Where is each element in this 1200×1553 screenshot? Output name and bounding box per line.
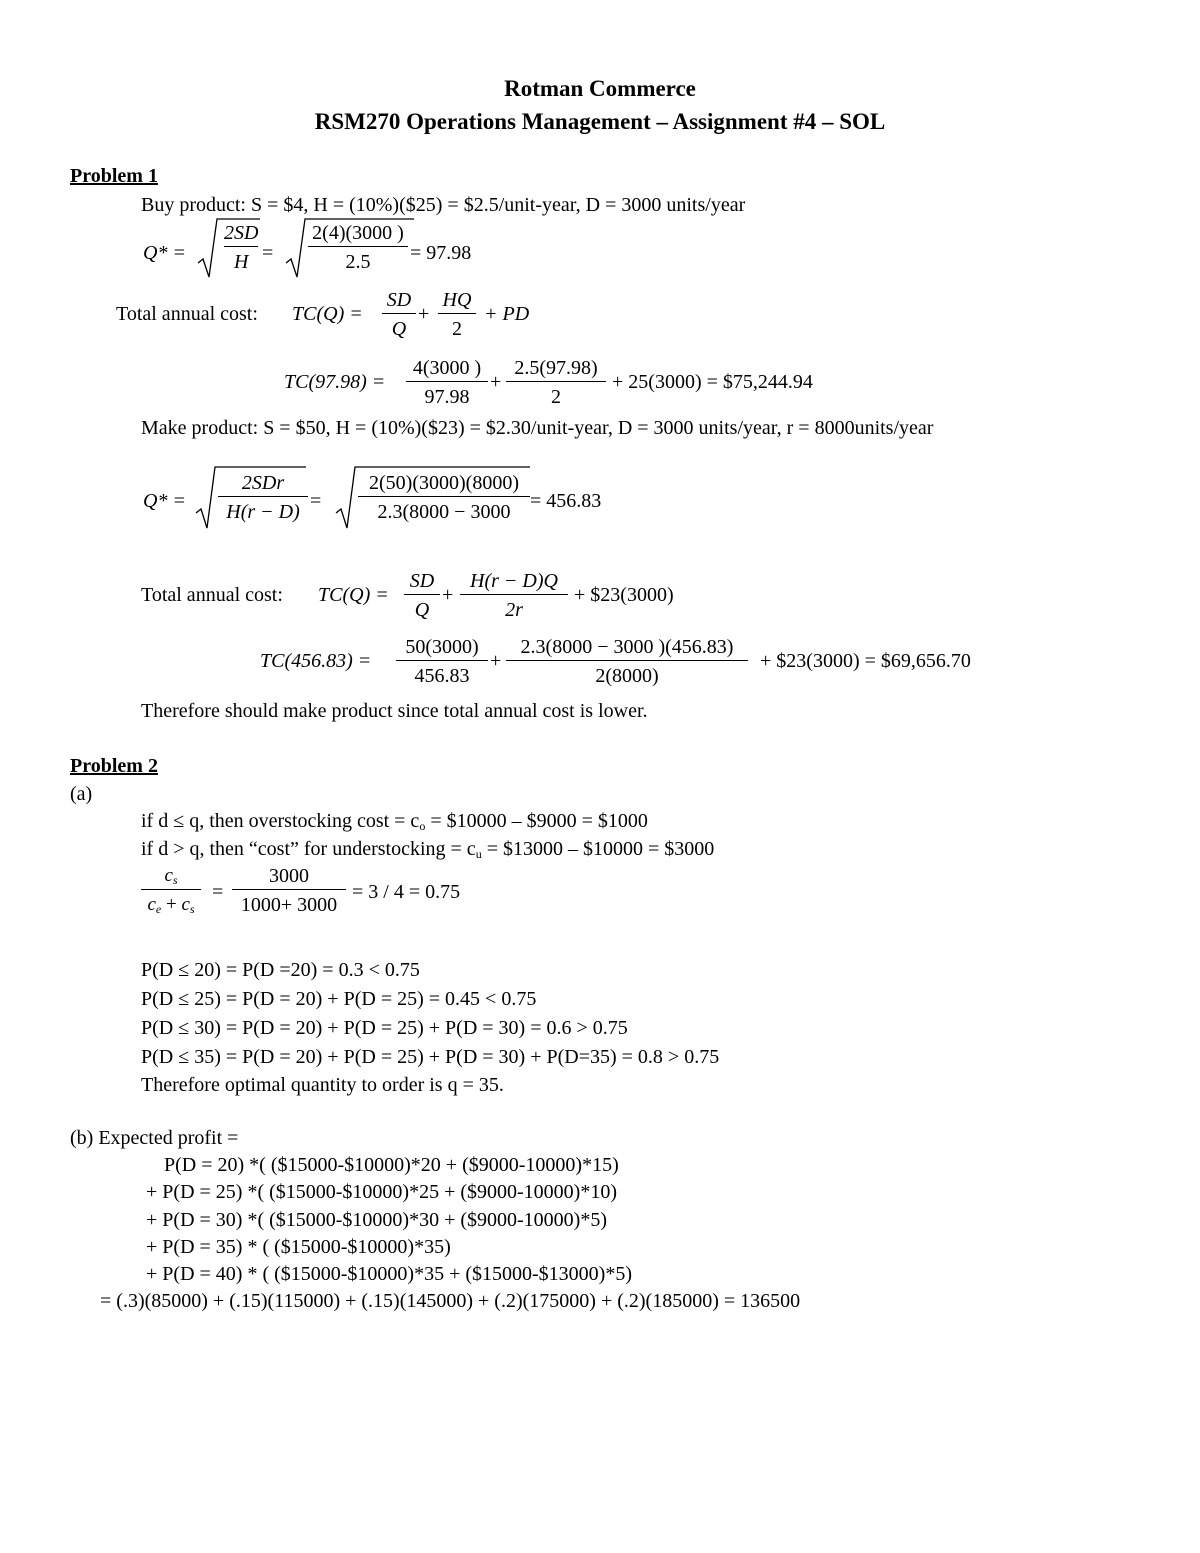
equals-sign: = — [262, 242, 274, 264]
tc-tail: + PD — [484, 303, 530, 325]
fraction-sd-over-q: $\frac{SD}{Q}$ — [404, 571, 440, 620]
plus-sign: + — [490, 650, 502, 672]
tc-value-lhs: TC(456.83) = — [260, 650, 372, 672]
prob-line: P(D ≤ 25) = P(D = 20) + P(D = 25) = 0.45 < 0.75 — [141, 988, 537, 1010]
understock-subscript: u — [475, 847, 482, 861]
prob-line: P(D ≤ 20) = P(D =20) = 0.3 < 0.75 — [141, 959, 420, 981]
ratio-den-sub-s: s — [189, 902, 195, 916]
equals-sign: = — [310, 490, 322, 512]
fraction-3000: $\frac{3000}{1000+ 3000}$ — [232, 866, 346, 915]
overstock-subscript: o — [419, 819, 426, 833]
tc-value-result: + 25(3000) = $75,244.94 — [612, 371, 813, 393]
problem2-heading: Problem 2 — [70, 755, 158, 777]
doc-title-line2: RSM270 Operations Management – Assignment #4 – SOL — [314, 109, 886, 134]
expected-line: + P(D = 40) * ( ($15000-$10000)*35 + ($15000-$13000)*5) — [146, 1263, 633, 1285]
fraction-2sdr: 2SDr H(r − D) — [218, 473, 308, 522]
mtc-tail: + $23(3000) — [574, 584, 674, 606]
expected-line: + P(D = 25) *( ($15000-$10000)*25 + ($9000-10000)*10) — [146, 1181, 618, 1203]
tc-value-lhs: TC(97.98) = — [284, 371, 386, 393]
expected-line: P(D = 20) *( ($15000-$10000)*20 + ($9000-10000)*15) — [164, 1154, 619, 1176]
overstock-value: = $10000 – $9000 = $1000 — [425, 810, 648, 832]
problem1-conclusion: Therefore should make product since total annual cost is lower. — [141, 700, 648, 722]
tc-lhs: TC(Q) = — [318, 584, 389, 606]
understock-value: = $13000 – $10000 = $3000 — [481, 838, 715, 860]
fraction-numeric-make: $\frac{2(50)(3000)(8000)}{2.3(8000 - 3000}$ — [358, 473, 530, 522]
q-star-result: = 97.98 — [410, 242, 472, 264]
part-a-label: (a) — [70, 783, 93, 805]
fraction-cost-1: $\frac{50(3000)}{456.83}$ — [396, 637, 488, 686]
expected-line: + P(D = 30) *( ($15000-$10000)*30 + ($9000-10000)*5) — [146, 1209, 608, 1231]
prob-line: P(D ≤ 35) = P(D = 20) + P(D = 25) + P(D = 30) + P(D=35) = 0.8 > 0.75 — [141, 1046, 720, 1068]
plus-sign: + — [418, 303, 430, 325]
overstock-text: if d ≤ q, then overstocking cost = c — [141, 810, 420, 832]
problem1-heading: Problem 1 — [70, 165, 158, 187]
fraction-numeric: $\frac{2(4)(3000 )}{2.5}$ — [308, 223, 408, 272]
mtc-value-result: + $23(3000) = $69,656.70 — [760, 650, 971, 672]
ratio-den-c2: c — [181, 894, 190, 915]
fraction-hold-cost: $\frac{H(r - D)Q}{2r}$ — [460, 571, 568, 620]
doc-title-line1: Rotman Commerce — [504, 76, 696, 101]
optimal-quantity-line: Therefore optimal quantity to order is q = 35. — [141, 1074, 504, 1096]
expected-line: + P(D = 35) * ( ($15000-$10000)*35) — [146, 1236, 451, 1258]
overstock-line — [141, 811, 648, 832]
ratio-num-c: c — [164, 865, 173, 886]
ratio-result: = 3 / 4 = 0.75 — [352, 881, 461, 903]
fraction-hq-over-2: $\frac{HQ}{2}$ — [438, 290, 476, 339]
make-product-line: Make product: S = $50, H = (10%)($23) = $2.30/unit-year, D = 3000 units/year, r = 8000units/year — [141, 417, 934, 439]
fraction-critical-ratio — [141, 866, 201, 915]
q-star-label: Q* = — [143, 242, 186, 264]
buy-product-line: Buy product: S = $4, H = (10%)($25) = $2.5/unit-year, D = 3000 units/year — [141, 194, 746, 216]
fraction-cost-2: $\frac{2.5(97.98)}{2}$ — [506, 358, 606, 407]
prob-line: P(D ≤ 30) = P(D = 20) + P(D = 25) + P(D = 30) = 0.6 > 0.75 — [141, 1017, 628, 1039]
fraction-cost-1: $\frac{4(3000 )}{97.98}$ — [406, 358, 488, 407]
ratio-den-sub-e: e — [155, 902, 162, 916]
tc-lhs: TC(Q) = — [292, 303, 363, 325]
ratio-num-sub: s — [172, 873, 178, 887]
understock-text: if d > q, then “cost” for understocking = c — [141, 838, 476, 860]
fraction-cost-2: $\frac{2.3(8000 - 3000 )(456.83)}{2(8000)}$ — [506, 637, 748, 686]
q-star-make-result: = 456.83 — [530, 490, 602, 512]
total-cost-label: Total annual cost: — [141, 584, 283, 606]
total-cost-label: Total annual cost: — [116, 303, 258, 325]
ratio-den-c1: c — [147, 894, 156, 915]
fraction-2sd-over-h: $\frac{2SD}{H}$ — [224, 222, 259, 273]
equals-sign: = — [212, 881, 224, 903]
ratio-den-plus: + — [161, 894, 182, 915]
understock-line — [141, 839, 714, 860]
plus-sign: + — [442, 584, 454, 606]
part-b-label: (b) Expected profit = — [70, 1127, 239, 1149]
fraction-sd-over-q: $\frac{SD}{Q}$ — [382, 290, 416, 339]
q-star-label: Q* = — [143, 490, 186, 512]
expected-profit-result: = (.3)(85000) + (.15)(115000) + (.15)(145000) + (.2)(175000) + (.2)(185000) = 136500 — [100, 1290, 801, 1312]
plus-sign: + — [490, 371, 502, 393]
